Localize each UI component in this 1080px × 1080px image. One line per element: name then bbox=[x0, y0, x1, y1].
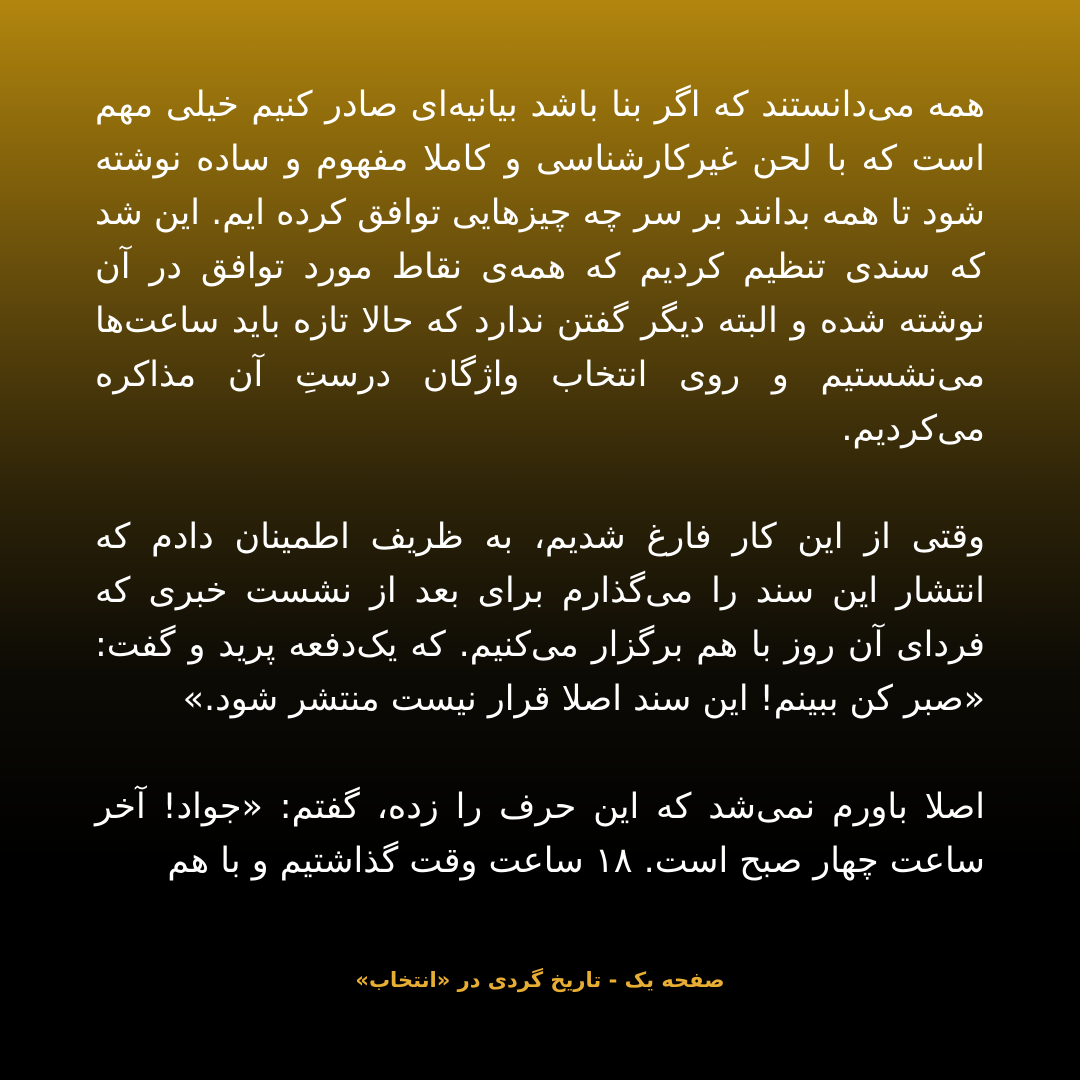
paragraph-1: همه می‌دانستند که اگر بنا باشد بیانیه‌ای صادر کنیم خیلی مهم است که با لحن غیرکارشناسی و کاملا مفهوم و ساده نوشته شود تا همه بدانند بر سر چه چیزهایی توافق کرده ایم. این شد که سندی تنظیم کردیم که همه‌ی نقاط مورد توافق در آن نوشته شده و البته دیگر گفتن ندارد که حالا تازه باید ساعت‌ها می‌نشستیم و روی انتخاب واژگان درستِ آن مذاکره می‌کردیم. bbox=[95, 85, 985, 449]
paragraph-3: اصلا باورم نمی‌شد که این حرف را زده، گفتم: «جواد! آخر ساعت چهار صبح است. ۱۸ ساعت وقت گذاشتیم و با هم bbox=[95, 787, 985, 881]
article-body bbox=[95, 78, 985, 942]
paragraph-2: وقتی از این کار فارغ شدیم، به ظریف اطمینان دادم که انتشار این سند را می‌گذارم برای بعد از نشست خبری که فردای آن روز با هم برگزار می‌کنیم. که یک‌دفعه پرید و گفت: «صبر کن ببینم! این سند اصلا قرار نیست منتشر شود.» bbox=[95, 517, 985, 719]
page-footer-caption: صفحه یک - تاریخ گردی در «انتخاب» bbox=[355, 968, 725, 992]
